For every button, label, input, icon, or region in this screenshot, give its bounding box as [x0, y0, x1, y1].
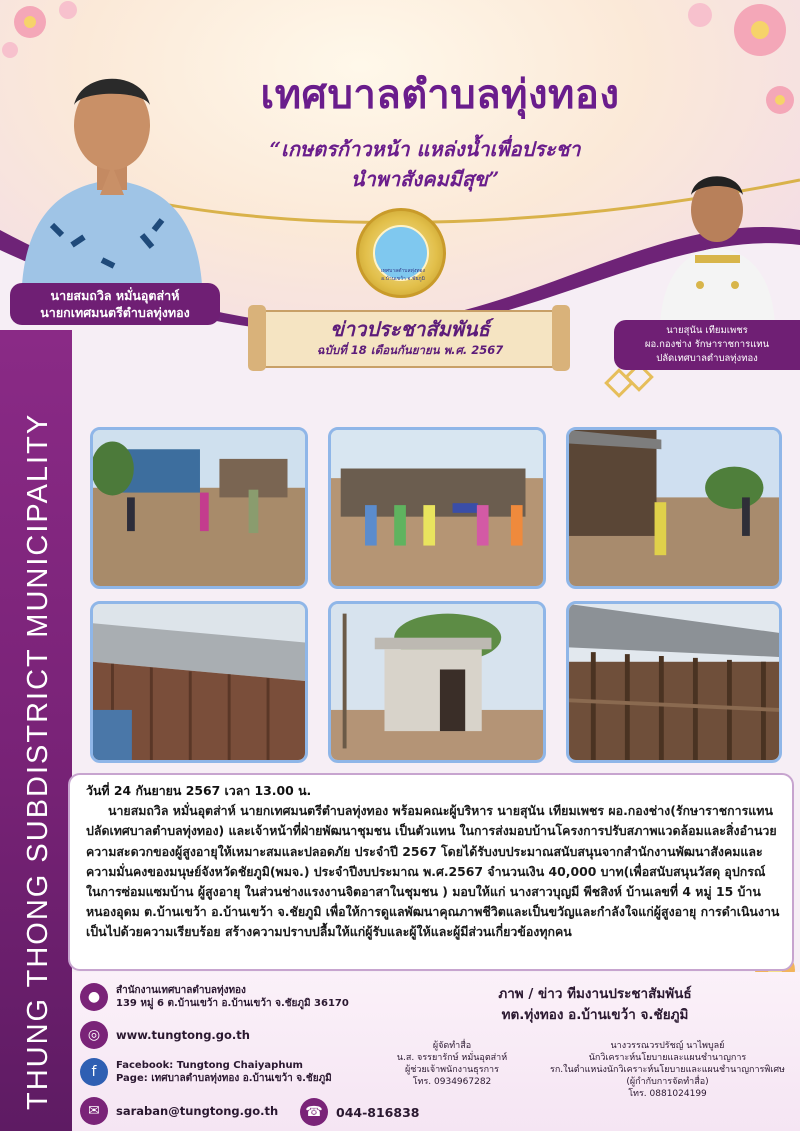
checker-position-2: รก.ในตำแหน่งนักวิเคราะห์นโยบายและแผนชำนาญการพิเศษ — [550, 1065, 785, 1075]
email-address[interactable]: saraban@tungtong.go.th — [116, 1103, 279, 1118]
checker-signature-block — [540, 1040, 795, 1100]
deputy-name-tag — [614, 320, 800, 370]
photo-handover-ceremony — [328, 427, 546, 589]
address-row — [80, 983, 349, 1011]
producer-signature-block — [372, 1040, 532, 1088]
news-banner-issue: ฉบับที่ 18 เดือนกันยายน พ.ศ. 2567 — [316, 343, 504, 357]
facebook-info[interactable] — [116, 1059, 332, 1085]
news-banner-title: ข่าวประชาสัมพันธ์ — [330, 317, 490, 341]
mayor-position: นายกเทศมนตรีตำบลทุ่งทอง — [40, 305, 190, 320]
producer-role: ผู้จัดทำสื่อ — [432, 1041, 472, 1051]
checker-name: นางวรรณวรปรัชญ์ นาไพบูลย์ — [610, 1041, 725, 1051]
photo-house-side — [566, 427, 782, 589]
flower-decoration-top-right — [650, 0, 800, 150]
address-line-1: สำนักงานเทศบาลตำบลทุ่งทอง — [116, 985, 246, 996]
website-link[interactable]: www.tungtong.go.th — [116, 1027, 250, 1042]
facebook-page: Page: เทศบาลตำบลทุ่งทอง อ.บ้านเขว้า จ.ชัยภูมิ — [116, 1073, 332, 1084]
mail-icon: ✉ — [80, 1097, 108, 1125]
slogan-line-1: “เกษตรก้าวหน้า แหล่งน้ำเพื่อประชา — [269, 137, 581, 161]
article-date: วันที่ 24 กันยายน 2567 เวลา 13.00 น. — [86, 783, 312, 798]
phone-number[interactable]: 044-816838 — [336, 1104, 420, 1120]
globe-icon: ◎ — [80, 1021, 108, 1049]
seal-emblem — [373, 225, 429, 281]
address — [116, 984, 349, 1010]
producer-tel: โทร. 0934967282 — [412, 1077, 492, 1087]
news-article — [68, 773, 794, 971]
deputy-name: นายสุนัน เทียมเพชร — [666, 325, 748, 336]
page-title: เทศบาลตำบลทุ่งทอง — [260, 72, 620, 118]
photo-house-frame — [566, 601, 782, 763]
credit-line-1: ภาพ / ข่าว ทีมงานประชาสัมพันธ์ — [498, 986, 692, 1002]
article-body: นายสมถวิล หมั่นอุตส่าห์ นายกเทศมนตรีตำบลทุ่งทอง พร้อมคณะผู้บริหาร นายสุนัน เทียมเพชร ผอ.กองช่าง(รักษาราชการแทนปลัดเทศบาลตำบลทุ่งทอง) และเจ้าหน้าที่ฝ่ายพัฒนาชุมชน เป็นตัวแทน ในการส่งมอบบ้านโครงการปรับสภาพแวดล้อมและสิ่งอำนวยความสะดวกของผู้สูงอายุให้เหมาะสมและปลอดภัย ประจำปี 2567 โดยได้รับงบประมาณสนับสนุนจากสำนักงานพัฒนาสังคมและความมั่นคงของมนุษย์จังหวัดชัยภูมิ(พมจ.) ประจำปีงบประมาณ พ.ศ.2567 จำนวนเงิน 40,000 บาท(เพื่อสนับสนุนวัสดุ อุปกรณ์ ในการซ่อมแซมบ้าน ผู้สูงอายุ ในส่วนช่างแรงงานจิตอาสาในชุมชน ) มอบให้แก่ นางสาวบุญมี พีชสิงห์ บ้านเลขที่ 4 หมู่ 15 บ้านหนองอุดม ต.บ้านเขว้า อ.บ้านเขว้า จ.ชัยภูมิ เพื่อให้การดูแลพัฒนาคุณภาพชีวิตและเป็นขวัญและกำลังใจแก่ผู้สูงอายุ การดำเนินงานเป็นไปด้วยความเรียบร้อย สร้างความปราบปลื้มให้แก่ผู้รับและผู้ให้และผู้มีส่วนเกี่ยวข้องทุกคน — [86, 803, 780, 940]
email-row[interactable] — [80, 1097, 278, 1125]
mayor-photo — [12, 45, 212, 285]
slogan — [215, 134, 635, 194]
phone-row[interactable] — [300, 1098, 419, 1126]
deputy-position: ผอ.กองช่าง รักษาราชการแทน — [644, 339, 770, 350]
producer-position: ผู้ช่วยเจ้าพนักงานธุรการ — [405, 1065, 499, 1075]
producer-name: น.ส. จรรยารักษ์ หมั่นอุตส่าห์ — [396, 1053, 508, 1063]
facebook-icon: f — [80, 1058, 108, 1086]
checker-tel: โทร. 0881024199 — [628, 1089, 707, 1099]
address-line-2: 139 หมู่ 6 ต.บ้านเขว้า อ.บ้านเขว้า จ.ชัยภูมิ 36170 — [116, 998, 349, 1009]
deputy-photo — [655, 150, 780, 325]
seal-text: เทศบาลตำบลทุ่งทอง อ.บ้านเขว้า จ.ชัยภูมิ — [381, 268, 425, 282]
phone-icon: ☎ — [300, 1098, 328, 1126]
photo-new-roof — [90, 601, 308, 763]
deputy-position-2: ปลัดเทศบาลตำบลทุ่งทอง — [656, 353, 758, 364]
facebook-row[interactable] — [80, 1058, 332, 1086]
mayor-name-tag — [10, 283, 220, 325]
location-pin-icon: ● — [80, 983, 108, 1011]
mayor-name: นายสมถวิล หมั่นอุตส่าห์ — [50, 288, 180, 303]
side-title: THUNG THONG SUBDISTRICT MUNICIPALITY — [22, 412, 54, 1110]
checker-role: (ผู้กำกับการจัดทำสื่อ) — [626, 1077, 709, 1087]
photo-restroom-building — [328, 601, 546, 763]
checker-position-1: นักวิเคราะห์นโยบายและแผนชำนาญการ — [588, 1053, 747, 1063]
facebook-name: Facebook: Tungtong Chaiyaphum — [116, 1060, 303, 1071]
slogan-line-2: นำพาสังคมมีสุข” — [350, 167, 500, 191]
photo-news-credit — [470, 984, 720, 1026]
credit-line-2: ทต.ทุ่งทอง อ.บ้านเขว้า จ.ชัยภูมิ — [501, 1007, 689, 1023]
website-row[interactable] — [80, 1021, 250, 1049]
municipality-seal — [356, 208, 446, 298]
photo-site-visit — [90, 427, 308, 589]
